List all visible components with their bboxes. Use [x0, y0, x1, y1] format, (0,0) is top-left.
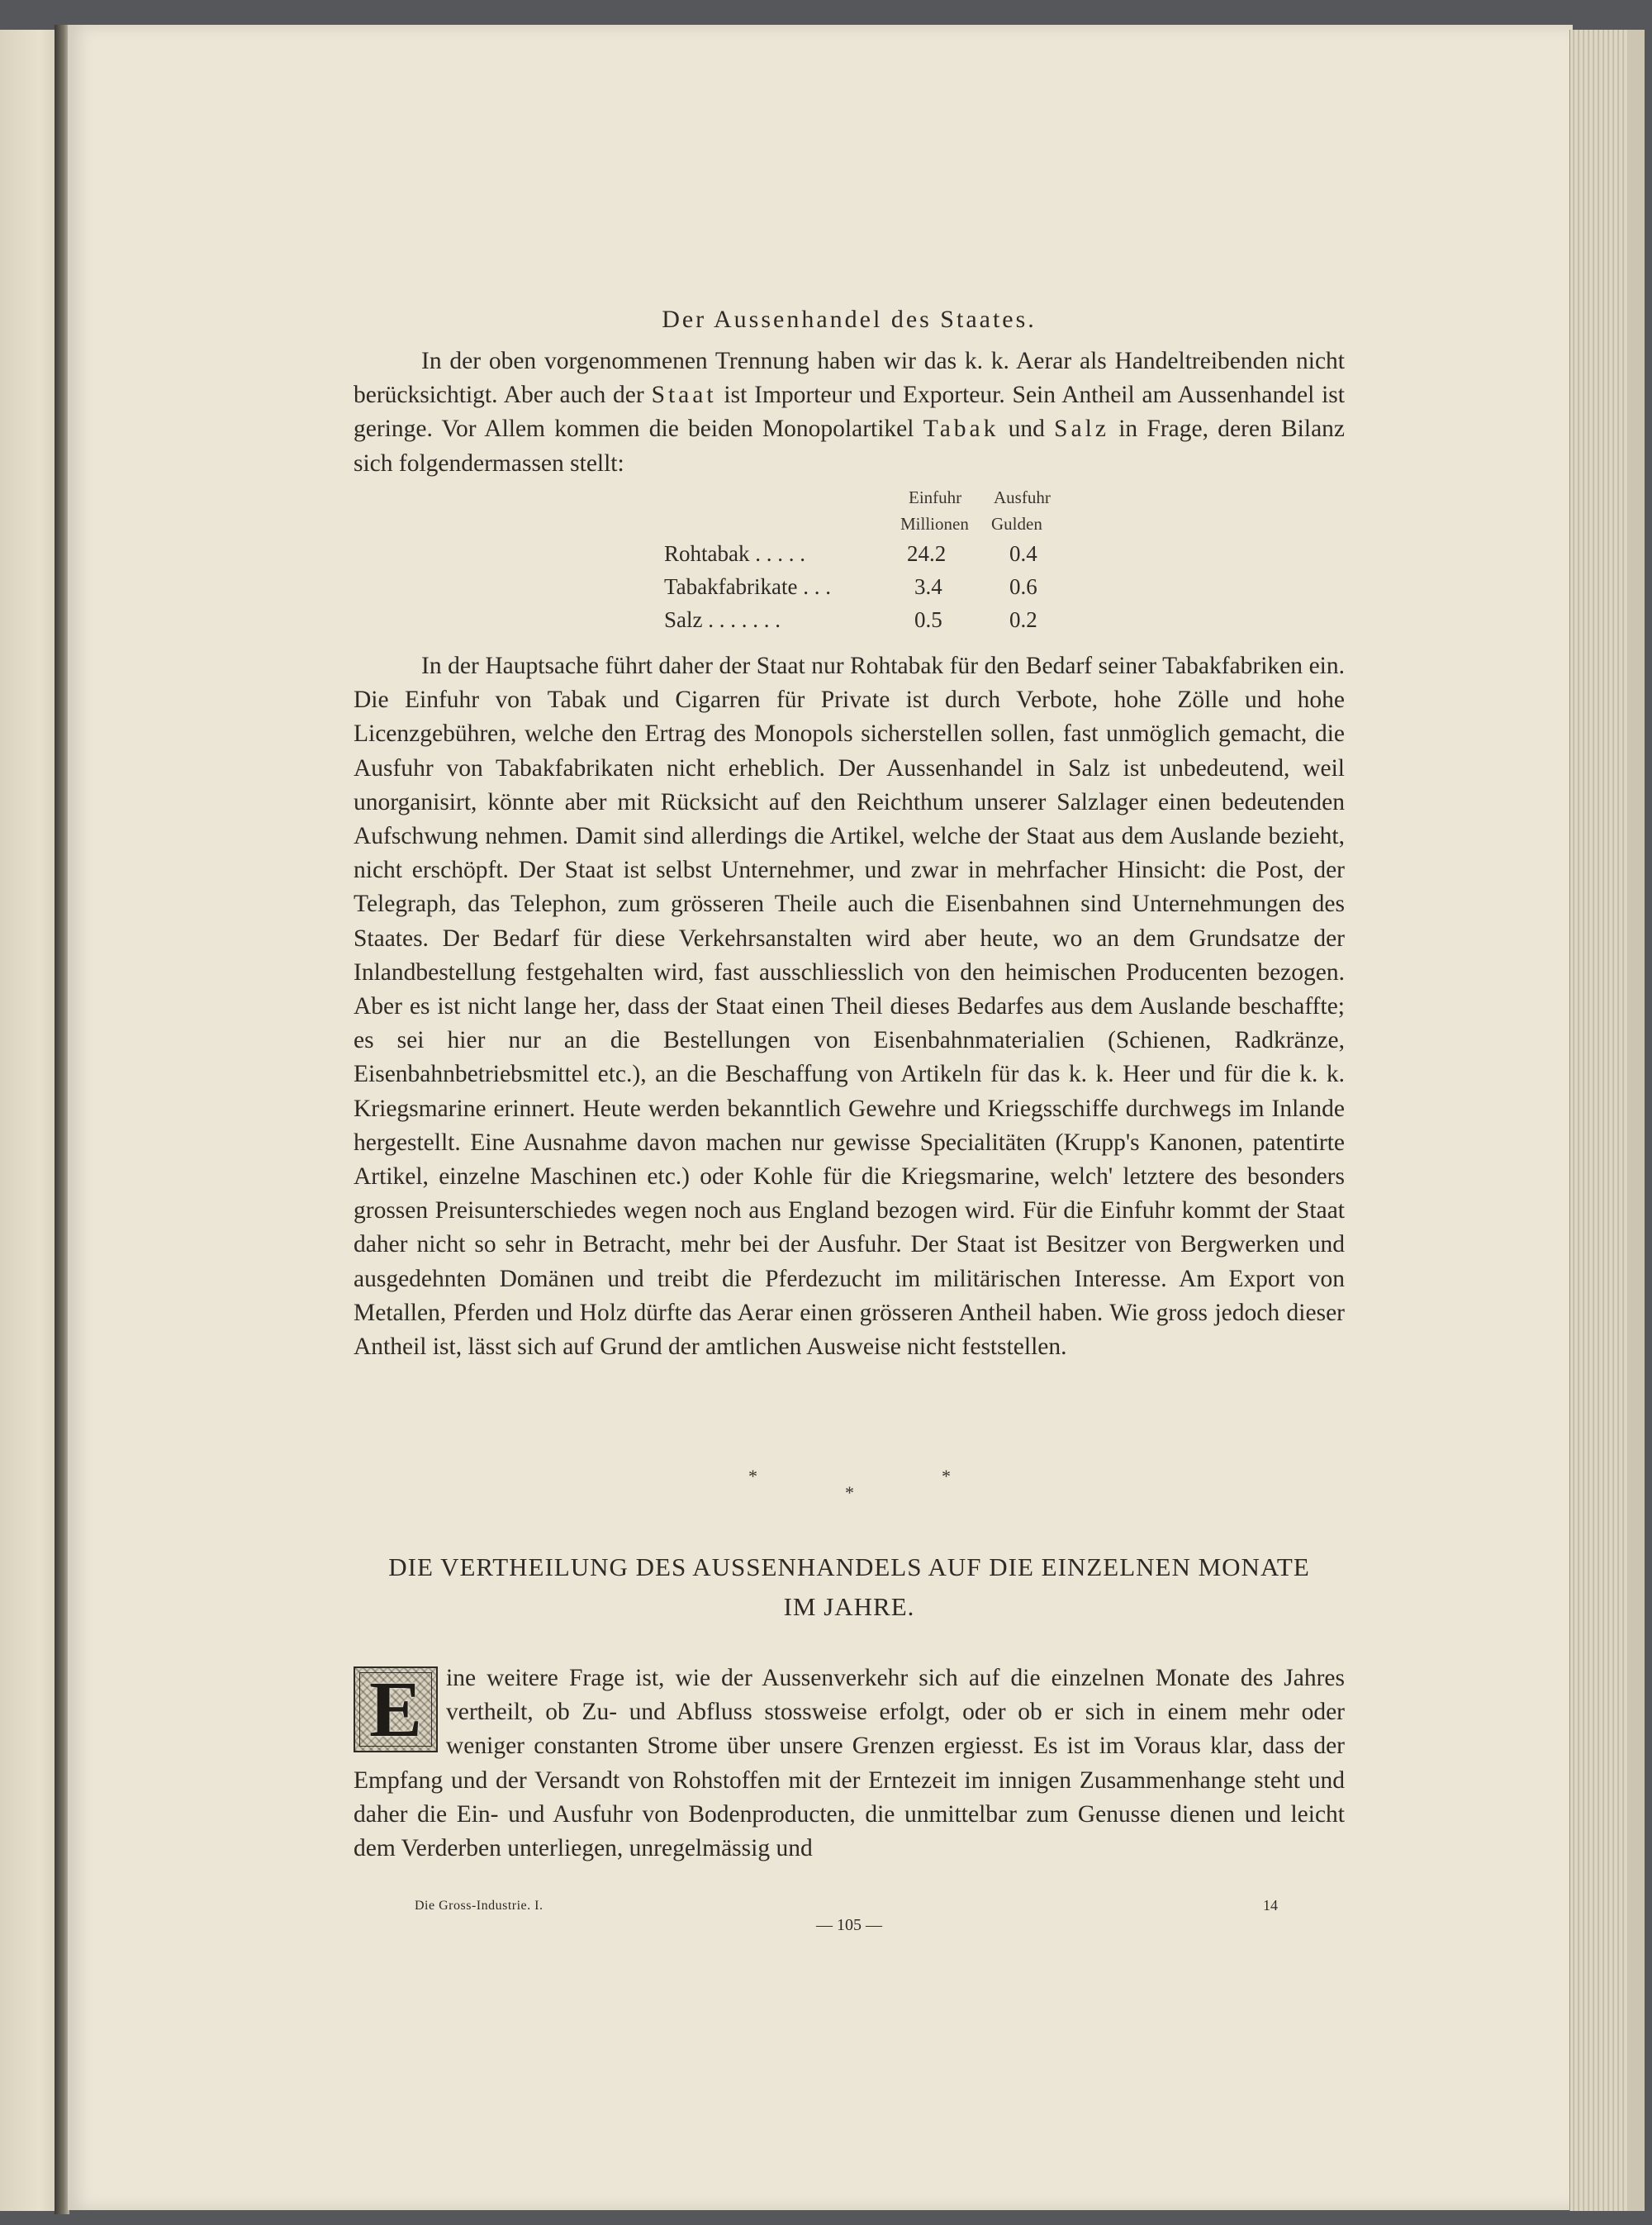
asterisk: *	[942, 1466, 951, 1486]
initial-letter: E	[368, 1665, 423, 1753]
chapter-title-line-1: DIE VERTHEILUNG DES AUSSENHANDELS AUF DIE EINZELNEN MONATE	[388, 1552, 1310, 1581]
initial-frame	[359, 1665, 432, 1753]
section-title: Der Aussenhandel des Staates.	[662, 306, 1037, 333]
text-run: ist Importeur und Exporteur. Sein Antheil am Aussenhandel ist geringe. Vor Allem kommen die beiden Monopolartikel	[354, 382, 1345, 443]
asterisk: *	[845, 1482, 854, 1503]
einfuhr-value: 24.2	[907, 541, 947, 566]
row-label: Rohtabak . . . . .	[664, 541, 805, 566]
ausfuhr-value: 0.6	[1009, 574, 1037, 599]
unit-millionen: Millionen	[900, 514, 969, 534]
unit-gulden: Gulden	[991, 514, 1042, 534]
paragraph-main: In der Hauptsache führt daher der Staat nur Rohtabak für den Bedarf seiner Tabakfabriken ein. Die Einfuhr von Tabak und Cigarren für Private ist durch Verbote, hohe Zölle und hohe Licenzgebühren, welche den Ertrag des Monopols sicherstellen sollen, fast unmöglich gemacht, die Ausfuhr von Tabakfabrikaten nicht erheblich. Der Aussenhandel in Salz ist unbedeutend, weil unorganisirt, könnte aber mit Rücksicht auf den Reichthum unserer Salzlager einen bedeutenden Aufschwung nehmen. Damit sind allerdings die Artikel, welche der Staat aus dem Auslande bezieht, nicht erschöpft. Der Staat ist selbst Unternehmer, und zwar in mehrfacher Hinsicht: die Post, der Telegraph, das Telephon, zum grösseren Theile auch die Eisenbahnen sind Unternehmungen des Staates. Der Bedarf für diese Verkehrsanstalten wird aber heute, wo an dem Grundsatze der Inlandbestellung festgehalten wird, fast ausschliesslich von den heimischen Producenten bezogen. Aber es ist nicht lange her, dass der Staat einen Theil dieses Bedarfes aus dem Auslande beschaffte; es sei hier nur an die Bestellungen von Eisenbahnmaterialien (Schienen, Radkränze, Eisenbahnbetriebsmittel etc.), an die Beschaffung von Artikeln für das k. k. Heer und für die k. k. Kriegsmarine erinnert. Heute werden bekanntlich Gewehre und Kriegsschiffe durchwegs im Inlande hergestellt. Eine Ausnahme davon machen nur gewisse Specialitäten (Krupp's Kanonen, patentirte Artikel, einzelne Maschinen etc.) oder Kohle für die Kriegsmarine, welch' letztere des besonders grossen Preisunterschiedes wegen noch aus England bezogen wird. Für die Einfuhr kommt der Staat daher nicht so sehr in Betracht, mehr bei der Ausfuhr. Der Staat ist Besitzer von Bergwerken und ausgedehnten Domänen und treibt die Pferdezucht im militärischen Interesse. Am Export von Metallen, Pferden und Holz dürfte das Aerar einen grösseren Antheil haben. Wie gross jedoch dieser Antheil ist, lässt sich auf Grund der amtlichen Ausweise nicht feststellen.	[354, 653, 1345, 1361]
row-label: Tabakfabrikate . . .	[664, 574, 832, 599]
emphasis-salz: Salz	[1054, 416, 1109, 443]
text-run: In der oben vorgenommenen Trennung haben wir das k. k. Aerar als Handeltreibenden nicht berücksichtigt. Aber auch der	[354, 348, 1345, 409]
einfuhr-value: 0.5	[914, 607, 942, 632]
ornamental-initial-icon	[354, 1666, 438, 1752]
column-header-einfuhr: Einfuhr	[909, 487, 962, 507]
einfuhr-value: 3.4	[914, 574, 942, 599]
column-header-ausfuhr: Ausfuhr	[994, 487, 1051, 507]
footer-sheet-number: 14	[1263, 1897, 1278, 1914]
paragraph-chapter-opening	[354, 1662, 1345, 1866]
right-page-edges	[1569, 30, 1628, 2211]
chapter-title-line-2: IM JAHRE.	[783, 1592, 915, 1621]
emphasis-staat: Staat	[651, 382, 717, 409]
row-label: Salz . . . . . . .	[664, 607, 781, 632]
chapter-title	[354, 1548, 1345, 1627]
book-page	[68, 25, 1573, 2210]
ausfuhr-value: 0.2	[1009, 607, 1037, 632]
text-run: in Frage, deren Bilanz sich folgendermassen stellt:	[354, 416, 1346, 477]
ausfuhr-value: 0.4	[1009, 541, 1037, 566]
opening-text: ine weitere Frage ist, wie der Aussenverkehr sich auf die einzelnen Monate des Jahres vertheilt, ob Zu- und Abfluss stossweise erfolgt, oder ob er sich in einem mehr oder weniger constanten Strome über unsere Grenzen ergiesst. Es ist im Voraus klar, dass der Empfang und der Versandt von Rohstoffen mit der Erntezeit im innigen Zusammenhange steht und daher die Ein- und Ausfuhr von Bodenproducten, die unmittelbar zum Genusse dienen und leicht dem Verderben unterliegen, unregelmässig und	[354, 1665, 1345, 1862]
asterism-divider	[354, 1459, 1345, 1509]
footer-signature: Die Gross-Industrie. I.	[415, 1899, 544, 1913]
text-run: und	[999, 416, 1055, 443]
page-number: — 105 —	[816, 1916, 882, 1934]
paragraph-intro	[354, 345, 1345, 481]
emphasis-tabak: Tabak	[923, 416, 999, 443]
asterisk: *	[748, 1466, 757, 1486]
